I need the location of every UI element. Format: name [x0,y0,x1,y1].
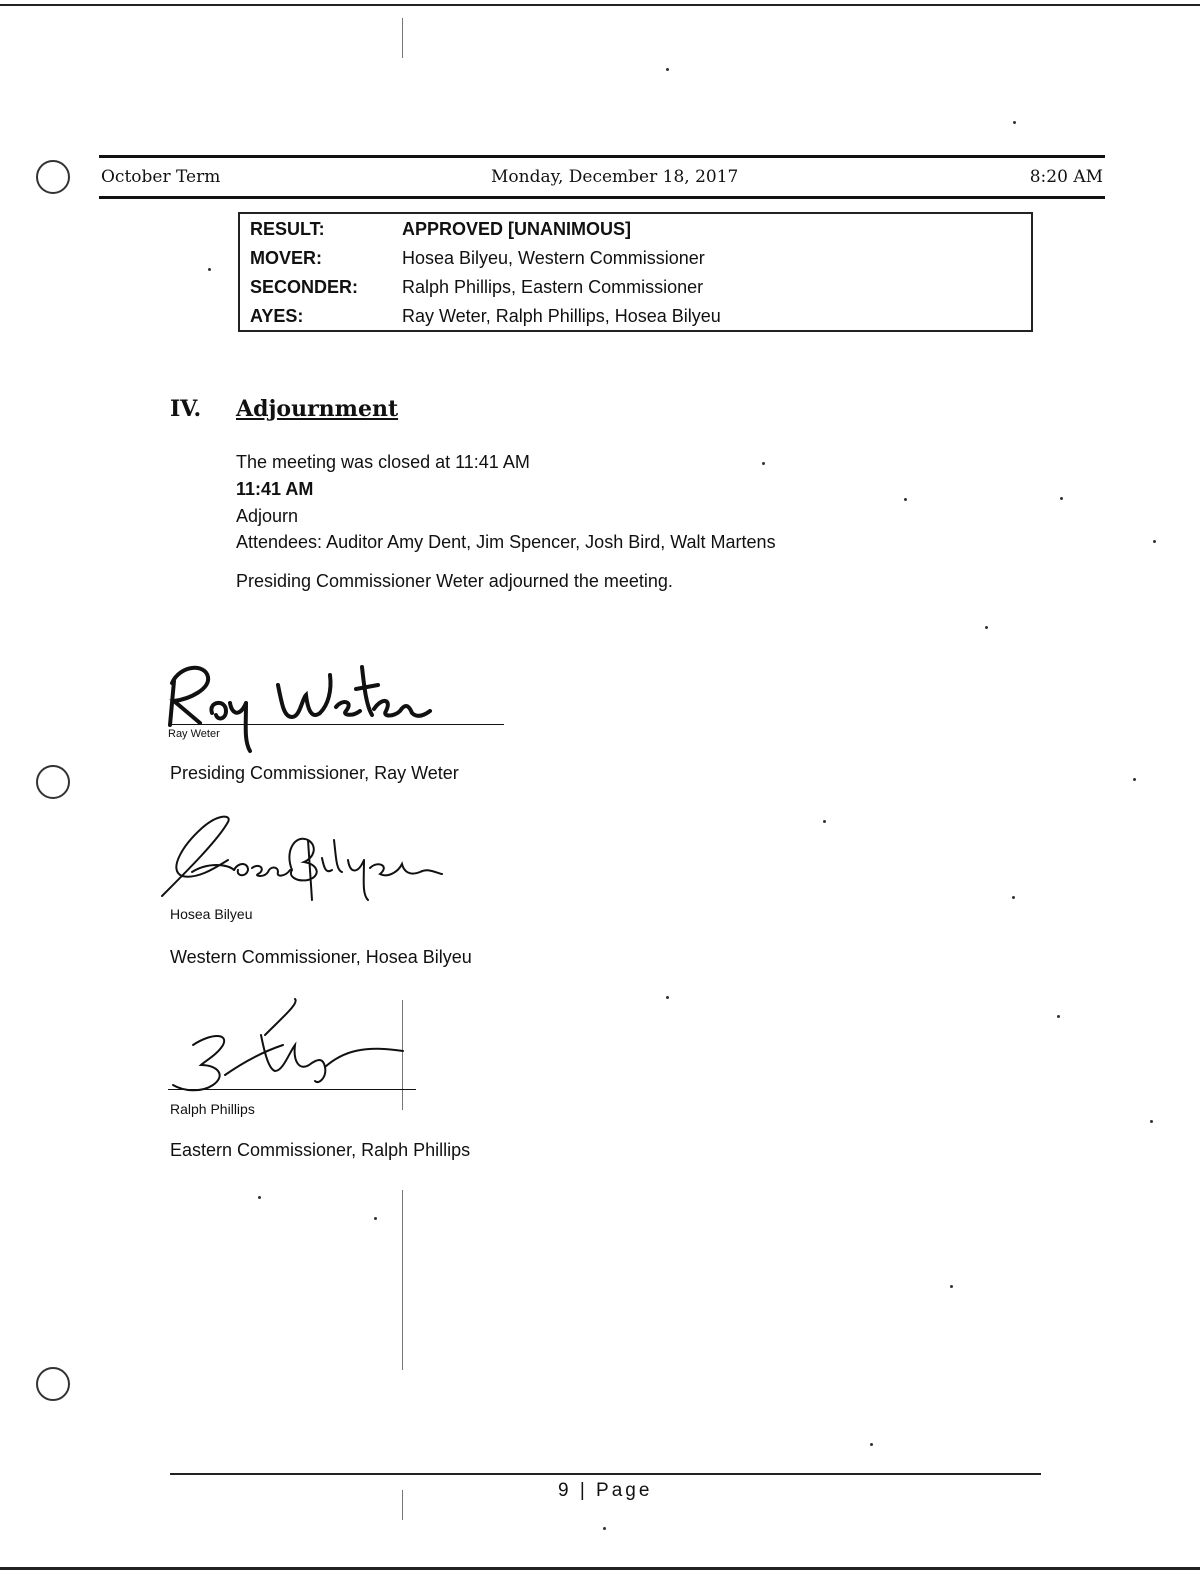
punch-hole-top [36,160,70,194]
action-line: Adjourn [236,506,299,526]
scan-speck [985,626,988,629]
signature-caption: Ralph Phillips [170,1101,255,1117]
scan-speck [762,462,765,465]
top-scan-edge [0,4,1200,6]
header-date: Monday, December 18, 2017 [491,167,739,187]
scan-speck [603,1527,606,1530]
scan-speck [666,996,669,999]
signature-line [168,724,504,725]
page-number: 9 | Page [558,1480,653,1501]
vote-value: Ray Weter, Ralph Phillips, Hosea Bilyeu [402,306,721,326]
bottom-scan-edge [0,1567,1200,1570]
signature-caption: Hosea Bilyeu [170,906,253,922]
signature-ray-weter [160,655,460,755]
punch-hole-bottom [36,1367,70,1401]
signer-title: Eastern Commissioner, Ralph Phillips [170,1140,471,1160]
signature-hosea-bilyeu [158,810,458,910]
scan-speck [950,1285,953,1288]
section-title: Adjournment [236,396,399,422]
closing-line: Presiding Commissioner Weter adjourned the meeting. [236,571,673,591]
scan-speck [1013,121,1016,124]
scan-speck [1060,497,1063,500]
vote-value: Hosea Bilyeu, Western Commissioner [402,248,705,268]
vote-value: Ralph Phillips, Eastern Commissioner [402,277,704,297]
section-number: IV. [170,396,202,422]
closed-time: 11:41 AM [236,479,314,499]
scan-speck [1133,778,1136,781]
scan-gutter-mark [402,1190,403,1370]
scan-speck [1057,1015,1060,1018]
footer-rule [170,1473,1041,1475]
signer-title: Western Commissioner, Hosea Bilyeu [170,947,472,967]
signature-line [168,1089,416,1090]
scan-gutter-mark [402,18,403,58]
vote-label: MOVER: [250,248,322,268]
vote-label: AYES: [250,306,304,326]
scan-speck [258,1196,261,1199]
vote-label: RESULT: [250,219,325,239]
scan-speck [208,268,211,271]
punch-hole-middle [36,765,70,799]
vote-value: APPROVED [UNANIMOUS] [402,219,632,239]
signer-title: Presiding Commissioner, Ray Weter [170,763,459,783]
signature-caption: Ray Weter [168,728,220,740]
scan-speck [666,68,669,71]
scan-speck [904,498,907,501]
page-header [99,155,1105,199]
closed-line: The meeting was closed at 11:41 AM [236,452,530,472]
vote-label: SECONDER: [250,277,359,297]
attendees-line: Attendees: Auditor Amy Dent, Jim Spencer, Josh Bird, Walt Martens [236,532,776,552]
scan-gutter-mark [402,1490,403,1520]
scan-speck [374,1217,377,1220]
scan-speck [823,820,826,823]
scan-speck [1153,540,1156,543]
scan-speck [870,1443,873,1446]
vote-result-box [238,212,1033,332]
scan-speck [1012,896,1015,899]
scan-speck [1150,1120,1153,1123]
header-time: 8:20 AM [1029,167,1103,187]
header-term: October Term [101,167,221,187]
